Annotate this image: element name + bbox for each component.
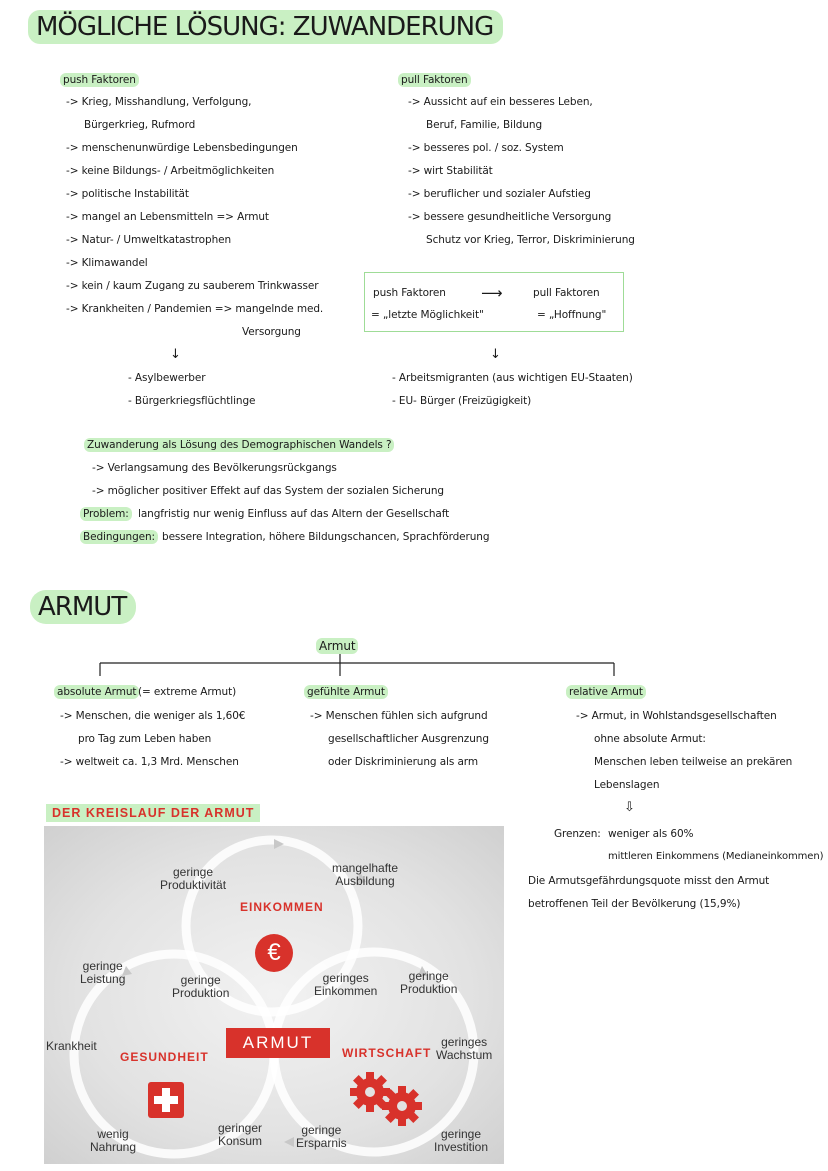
limit-line: weniger als 60%	[608, 828, 694, 840]
push-item: Versorgung	[242, 326, 301, 338]
push-item: -> mangel an Lebensmitteln => Armut	[66, 211, 269, 223]
push-result: - Asylbewerber	[128, 372, 206, 384]
gears-icon	[344, 1066, 428, 1130]
box-push-desc: = „letzte Möglichkeit"	[371, 309, 484, 321]
relative-heading: relative Armut	[566, 685, 646, 699]
pull-down-arrow: ↓	[490, 347, 501, 362]
absolute-line: -> weltweit ca. 1,3 Mrd. Menschen	[60, 756, 239, 768]
limit-line: mittleren Einkommens (Medianeinkommen)	[608, 851, 824, 862]
circle-title-gesundheit: GESUNDHEIT	[120, 1050, 209, 1064]
label-krankheit: Krankheit	[46, 1039, 97, 1053]
poverty-cycle-figure	[44, 826, 504, 1164]
label-geringe-produktion-1: geringe Produktion	[172, 973, 230, 1000]
pull-item: -> Aussicht auf ein besseres Leben,	[408, 96, 593, 108]
center-armut-label: ARMUT	[226, 1028, 330, 1058]
label-geringe-investition: geringe Investition	[434, 1127, 489, 1154]
pull-item: -> bessere gesundheitliche Versorgung	[408, 211, 612, 223]
demographic-point: -> möglicher positiver Effekt auf das System der sozialen Sicherung	[92, 485, 444, 497]
label-geringer-konsum: geringer Konsum	[218, 1121, 263, 1148]
quota-line: Die Armutsgefährdungsquote misst den Armut	[528, 875, 770, 887]
relative-line: Lebenslagen	[594, 779, 660, 791]
pull-item: Schutz vor Krieg, Terror, Diskriminierung	[426, 234, 635, 246]
push-item: -> menschenunwürdige Lebensbedingungen	[66, 142, 298, 154]
health-cross-icon	[148, 1082, 184, 1118]
label-wenig-nahrung: wenig Nahrung	[90, 1127, 137, 1154]
pull-item: Beruf, Familie, Bildung	[426, 119, 543, 131]
label-geringe-leistung: geringe Leistung	[80, 959, 126, 986]
pull-item: -> wirt Stabilität	[408, 165, 493, 177]
section-title-armut: ARMUT	[30, 590, 136, 624]
push-item: -> Krieg, Misshandlung, Verfolgung,	[66, 96, 252, 108]
box-push-label: push Faktoren	[373, 287, 446, 299]
label-geringe-produktivitaet: geringe Produktivität	[160, 865, 227, 892]
push-item: -> Natur- / Umweltkatastrophen	[66, 234, 232, 246]
limit-label: Grenzen:	[554, 828, 601, 840]
armut-root: Armut	[316, 638, 358, 654]
relative-down-arrow: ⇩	[624, 800, 635, 815]
pull-result: - EU- Bürger (Freizügigkeit)	[392, 395, 532, 407]
pull-heading: pull Faktoren	[398, 73, 471, 87]
demographic-question: Zuwanderung als Lösung des Demographischen Wandels ?	[84, 438, 394, 452]
push-item: Bürgerkrieg, Rufmord	[84, 119, 196, 131]
label-geringe-produktion-2: geringe Produktion	[400, 969, 458, 996]
push-heading: push Faktoren	[60, 73, 139, 87]
problem-text: langfristig nur wenig Einfluss auf das Altern der Gesellschaft	[138, 508, 450, 520]
problem-label: Problem:	[80, 507, 132, 521]
box-pull-desc: = „Hoffnung"	[537, 309, 607, 321]
relative-line: -> Armut, in Wohlstandsgesellschaften	[576, 710, 777, 722]
box-pull-label: pull Faktoren	[533, 287, 600, 299]
push-item: -> kein / kaum Zugang zu sauberem Trinkwasser	[66, 280, 319, 292]
quota-line: betroffenen Teil der Bevölkerung (15,9%)	[528, 898, 741, 910]
section-title-zuwanderung: MÖGLICHE LÖSUNG: ZUWANDERUNG	[28, 10, 503, 44]
felt-heading: gefühlte Armut	[304, 685, 388, 699]
label-geringes-wachstum: geringes Wachstum	[436, 1035, 493, 1062]
pull-result: - Arbeitsmigranten (aus wichtigen EU-Staaten)	[392, 372, 633, 384]
pull-item: -> besseres pol. / soz. System	[408, 142, 564, 154]
pull-item: -> beruflicher und sozialer Aufstieg	[408, 188, 591, 200]
conditions-text: bessere Integration, höhere Bildungschancen, Sprachförderung	[162, 531, 490, 543]
push-result: - Bürgerkriegsflüchtlinge	[128, 395, 256, 407]
absolute-line: pro Tag zum Leben haben	[78, 733, 212, 745]
felt-line: gesellschaftlicher Ausgrenzung	[328, 733, 489, 745]
push-item: -> Klimawandel	[66, 257, 148, 269]
felt-line: -> Menschen fühlen sich aufgrund	[310, 710, 488, 722]
euro-icon: €	[255, 934, 293, 972]
conditions-label: Bedingungen:	[80, 530, 158, 544]
relative-line: Menschen leben teilweise an prekären	[594, 756, 793, 768]
felt-line: oder Diskriminierung als arm	[328, 756, 478, 768]
push-item: -> politische Instabilität	[66, 188, 189, 200]
circle-title-wirtschaft: WIRTSCHAFT	[342, 1046, 432, 1060]
absolute-heading: absolute Armut	[54, 685, 139, 699]
label-geringe-ersparnis: geringe Ersparnis	[296, 1123, 347, 1150]
box-arrow: ⟶	[481, 284, 503, 302]
push-down-arrow: ↓	[170, 347, 181, 362]
push-item: -> keine Bildungs- / Arbeitmöglichkeiten	[66, 165, 275, 177]
figure-title: DER KREISLAUF DER ARMUT	[46, 804, 260, 822]
absolute-line: -> Menschen, die weniger als 1,60€	[60, 710, 246, 722]
absolute-suffix: (= extreme Armut)	[138, 686, 237, 698]
demographic-point: -> Verlangsamung des Bevölkerungsrückgangs	[92, 462, 337, 474]
circle-title-einkommen: EINKOMMEN	[240, 900, 324, 914]
label-geringes-einkommen: geringes Einkommen	[314, 971, 378, 998]
push-item: -> Krankheiten / Pandemien => mangelnde med.	[66, 303, 324, 315]
relative-line: ohne absolute Armut:	[594, 733, 706, 745]
label-mangelhafte-ausbildung: mangelhafte Ausbildung	[332, 861, 399, 888]
